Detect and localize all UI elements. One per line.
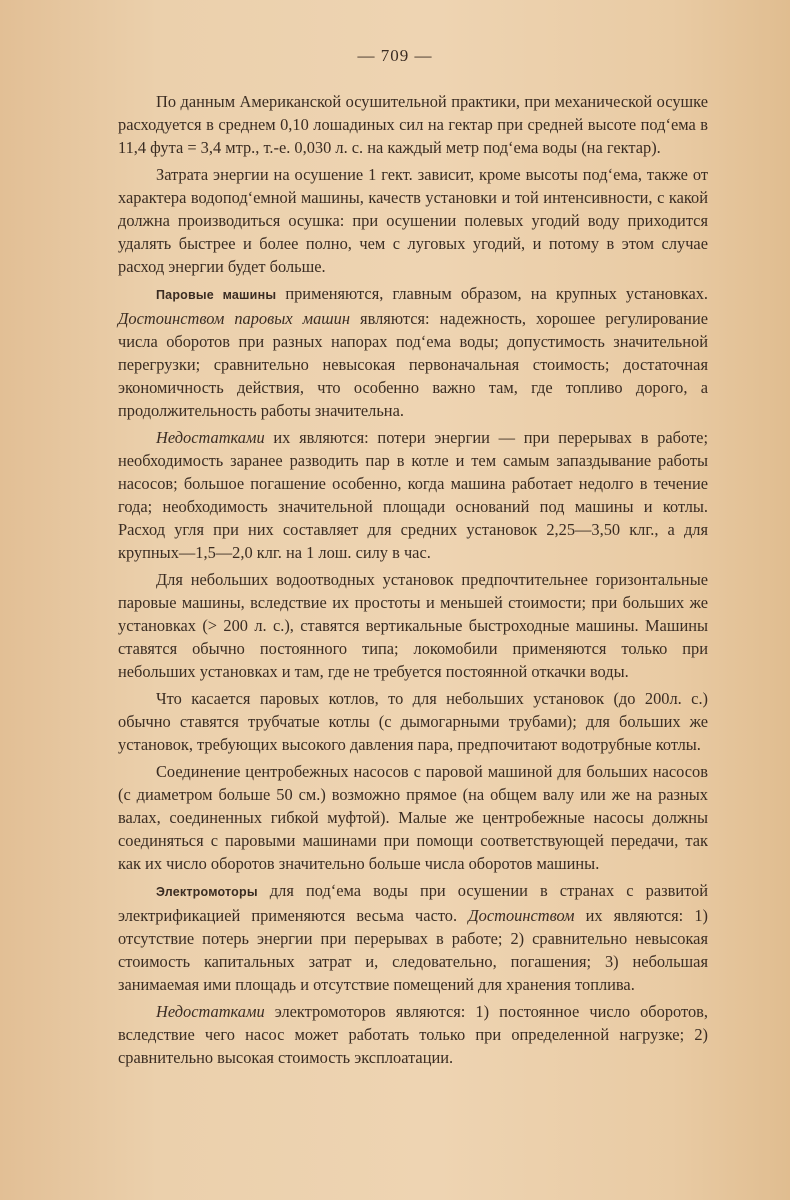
paragraph <box>118 760 708 875</box>
paragraph <box>118 426 708 564</box>
paragraph <box>118 1000 708 1069</box>
paragraph-text: Затрата энергии на осушение 1 гект. зависит, кроме высоты под‘ема, также от характера водопод‘емной машины, качеств установки и той интенсивности, с какой должна производиться осушка: при осушении полевых угодий воду приходится удалять быстрее и более полно, чем с луговых угодий, и потому в этом случае расход энергии будет больше. <box>118 165 708 276</box>
paragraph-text: Что касается паровых котлов, то для небольших установок (до 200л. с.) обычно ставятся трубчатые котлы (с дымогарными трубами); для больших же установок, требующих высокого давления пара, предпочитают водотрубные котлы. <box>118 689 708 754</box>
paragraph-text: их являются: 1) отсутствие потерь энергии при перерывах в работе; 2) сравнительно невысокая стоимость капитальных затрат и, следовательно, погашения; 3) небольшая занимаемая ими площадь и отсутствие помещений для хранения топлива. <box>118 906 708 994</box>
paragraph <box>118 163 708 278</box>
paragraph <box>118 879 708 996</box>
text-body <box>118 90 708 1073</box>
paragraph-text: их являются: потери энергии — при перерывах в работе; необходимость заранее разводить пар в котле и тем самым запаздывание работы насосов; большое погашение особенно, когда машина работает недолго в течение года; необходимость значительной площади оснований под машины и котлы. Расход угля при них составляет для средних установок 2,25—3,50 клг., а для крупных—1,5—2,0 клг. на 1 лош. силу в час. <box>118 428 708 562</box>
paragraph-text: Соединение центробежных насосов с паровой машиной для больших насосов (с диаметром больше 50 см.) возможно прямое (на общем валу или же на разных валах, соединенных гибкой муфтой). Малые же центробежные насосы должны соединяться с паровыми машинами при помощи соответствующей передачи, так как их число оборотов значительно больше числа оборотов машины. <box>118 762 708 873</box>
paragraph-text: электромоторов являются: 1) постоянное число оборотов, вследствие чего насос может работать только при определенной нагрузке; 2) сравнительно высокая стоимость эксплоатации. <box>118 1002 708 1067</box>
paragraph <box>118 687 708 756</box>
paragraph-text: По данным Американской осушительной практики, при механической осушке расходуется в среднем 0,10 лошадиных сил на гектар при средней высоте под‘ема в 11,4 фута = 3,4 мтр., т.-е. 0,030 л. с. на каждый метр под‘ема воды (на гектар). <box>118 92 708 157</box>
paragraph-text: Для небольших водоотводных установок предпочтительнее горизонтальные паровые машины, вследствие их простоты и меньшей стоимости; при больших же установках (> 200 л. с.), ставятся вертикальные быстроходные машины. Машины ставятся обычно постоянного типа; локомобили применяются только при небольших установках и там, где не требуется постоянной откачки воды. <box>118 570 708 681</box>
emphasis-text: Недостатками <box>156 1002 265 1021</box>
emphasis-text: Достоинством паровых машин <box>118 309 350 328</box>
section-lead: Паровые машины <box>156 288 277 302</box>
paragraph <box>118 282 708 422</box>
emphasis-text: Достоинством <box>468 906 575 925</box>
paragraph-text: являются: надежность, хорошее регулирование числа оборотов при разных напорах под‘ема воды; допустимость значительной перегрузки; сравнительно невысокая первоначальная стоимость; достаточная экономичность действия, что особенно важно там, где топливо дорого, а продолжительность работы значительна. <box>118 309 708 420</box>
emphasis-text: Недостатками <box>156 428 265 447</box>
paragraph-text: применяются, главным образом, на крупных установках. <box>276 284 709 303</box>
page-number: — 709 — <box>357 46 433 65</box>
section-lead: Электромоторы <box>156 885 258 899</box>
paragraph <box>118 568 708 683</box>
paragraph-text: для под‘ема воды при осушении в странах с развитой электрификацией применяются весьма часто. <box>118 881 708 925</box>
paragraph <box>118 90 708 159</box>
